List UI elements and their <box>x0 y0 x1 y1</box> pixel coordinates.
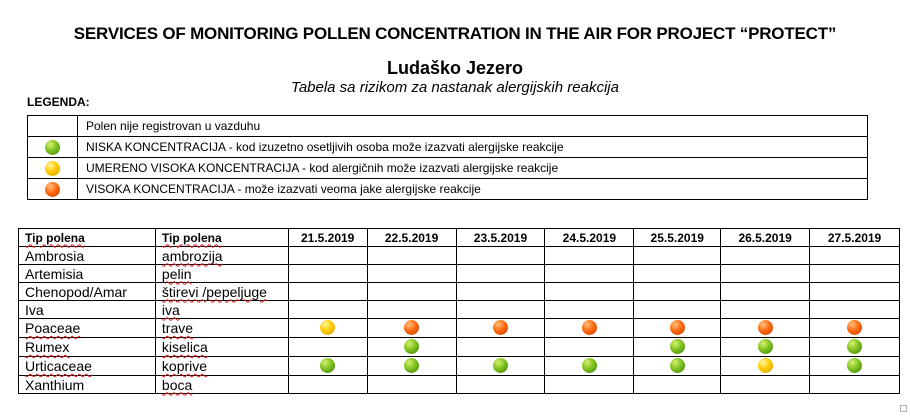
green-dot-icon <box>670 358 685 373</box>
table-row <box>19 357 900 376</box>
green-dot-icon <box>582 358 597 373</box>
concentration-cell <box>456 283 545 301</box>
legend-text: UMERENO VISOKA KONCENTRACIJA - kod alergičnih može izazvati alergijske reakcije <box>78 158 868 179</box>
legend-text: NISKA KONCENTRACIJA - kod izuzetno osetljivih osoba može izazvati alergijske reakcije <box>78 137 868 158</box>
green-dot-icon <box>404 339 419 354</box>
legend-text: Polen nije registrovan u vazduhu <box>78 116 868 137</box>
pollen-table <box>18 228 900 394</box>
pollen-local-name: trave <box>155 319 288 338</box>
pollen-local-name: koprive <box>155 357 288 376</box>
concentration-cell <box>367 319 456 338</box>
concentration-cell <box>634 319 721 338</box>
green-dot-icon <box>847 358 862 373</box>
header-date: 24.5.2019 <box>545 229 634 247</box>
table-row <box>19 265 900 283</box>
header-date: 25.5.2019 <box>634 229 721 247</box>
pollen-latin-name: Ambrosia <box>19 247 156 265</box>
legend-color-cell <box>28 179 78 200</box>
concentration-cell <box>367 265 456 283</box>
concentration-cell <box>367 357 456 376</box>
legend-color-cell <box>28 116 78 137</box>
table-row <box>19 338 900 357</box>
page-subtitle: Tabela sa rizikom za nastanak alergijskih reakcija <box>291 79 619 96</box>
concentration-cell <box>634 247 721 265</box>
concentration-cell <box>367 283 456 301</box>
concentration-cell <box>545 283 634 301</box>
green-dot-icon <box>404 358 419 373</box>
concentration-cell <box>367 338 456 357</box>
green-dot-icon <box>493 358 508 373</box>
pollen-local-name: štirevi /pepeljuge <box>155 283 288 301</box>
concentration-cell <box>721 357 810 376</box>
concentration-cell <box>288 283 367 301</box>
concentration-cell <box>721 338 810 357</box>
orange-dot-icon <box>847 320 862 335</box>
pollen-latin-name: Poaceae <box>19 319 156 338</box>
legend-row <box>28 158 868 179</box>
legend-text: VISOKA KONCENTRACIJA - može izazvati veoma jake alergijske reakcije <box>78 179 868 200</box>
concentration-cell <box>288 376 367 394</box>
pollen-latin-name: Artemisia <box>19 265 156 283</box>
pollen-local-name: pelin <box>155 265 288 283</box>
concentration-cell <box>634 376 721 394</box>
yellow-dot-icon <box>45 161 60 176</box>
concentration-cell <box>545 376 634 394</box>
table-row <box>19 319 900 338</box>
green-dot-icon <box>670 339 685 354</box>
table-row <box>19 376 900 394</box>
orange-dot-icon <box>582 320 597 335</box>
table-row <box>19 247 900 265</box>
legend-title: LEGENDA: <box>27 95 90 109</box>
orange-dot-icon <box>758 320 773 335</box>
concentration-cell <box>545 338 634 357</box>
legend-color-cell <box>28 158 78 179</box>
green-dot-icon <box>45 140 60 155</box>
orange-dot-icon <box>45 182 60 197</box>
table-row <box>19 283 900 301</box>
orange-dot-icon <box>404 320 419 335</box>
green-dot-icon <box>847 339 862 354</box>
header-local-name: Tip polena <box>155 229 288 247</box>
green-dot-icon <box>758 339 773 354</box>
concentration-cell <box>634 283 721 301</box>
concentration-cell <box>545 247 634 265</box>
pollen-local-name: kiselica <box>155 338 288 357</box>
concentration-cell <box>810 301 900 319</box>
yellow-dot-icon <box>758 358 773 373</box>
concentration-cell <box>810 357 900 376</box>
orange-dot-icon <box>493 320 508 335</box>
concentration-cell <box>721 319 810 338</box>
concentration-cell <box>634 357 721 376</box>
legend-color-cell <box>28 137 78 158</box>
concentration-cell <box>288 357 367 376</box>
location-name: Ludaško Jezero <box>386 58 524 78</box>
concentration-cell <box>810 338 900 357</box>
concentration-cell <box>721 301 810 319</box>
header-latin-name: Tip polena <box>19 229 156 247</box>
concentration-cell <box>456 265 545 283</box>
concentration-cell <box>367 301 456 319</box>
legend-row <box>28 116 868 137</box>
green-dot-icon <box>320 358 335 373</box>
page-title: SERVICES OF MONITORING POLLEN CONCENTRATION IN THE AIR FOR PROJECT “PROTECT” <box>73 24 837 43</box>
concentration-cell <box>721 376 810 394</box>
concentration-cell <box>456 301 545 319</box>
header-date: 26.5.2019 <box>721 229 810 247</box>
concentration-cell <box>810 376 900 394</box>
concentration-cell <box>456 357 545 376</box>
concentration-cell <box>456 376 545 394</box>
header-date: 23.5.2019 <box>456 229 545 247</box>
concentration-cell <box>810 265 900 283</box>
pollen-latin-name: Chenopod/Amar <box>19 283 156 301</box>
orange-dot-icon <box>670 320 685 335</box>
concentration-cell <box>545 265 634 283</box>
concentration-cell <box>456 338 545 357</box>
pollen-latin-name: Xanthium <box>19 376 156 394</box>
concentration-cell <box>721 283 810 301</box>
concentration-cell <box>367 376 456 394</box>
pollen-local-name: boca <box>155 376 288 394</box>
header-date: 27.5.2019 <box>810 229 900 247</box>
concentration-cell <box>810 283 900 301</box>
header-date: 21.5.2019 <box>288 229 367 247</box>
concentration-cell <box>456 247 545 265</box>
legend-table <box>27 115 868 200</box>
concentration-cell <box>545 301 634 319</box>
legend-row <box>28 179 868 200</box>
concentration-cell <box>288 338 367 357</box>
concentration-cell <box>634 265 721 283</box>
concentration-cell <box>545 357 634 376</box>
legend-row <box>28 137 868 158</box>
concentration-cell <box>545 319 634 338</box>
header-date: 22.5.2019 <box>367 229 456 247</box>
concentration-cell <box>367 247 456 265</box>
concentration-cell <box>810 319 900 338</box>
table-row <box>19 301 900 319</box>
table-header-row <box>19 229 900 247</box>
pollen-latin-name: Rumex <box>19 338 156 357</box>
pollen-latin-name: Urticaceae <box>19 357 156 376</box>
concentration-cell <box>810 247 900 265</box>
yellow-dot-icon <box>320 320 335 335</box>
pollen-local-name: iva <box>155 301 288 319</box>
concentration-cell <box>634 338 721 357</box>
concentration-cell <box>288 301 367 319</box>
concentration-cell <box>288 319 367 338</box>
concentration-cell <box>634 301 721 319</box>
concentration-cell <box>456 319 545 338</box>
concentration-cell <box>288 247 367 265</box>
resize-handle[interactable] <box>900 405 907 412</box>
concentration-cell <box>288 265 367 283</box>
pollen-latin-name: Iva <box>19 301 156 319</box>
concentration-cell <box>721 265 810 283</box>
concentration-cell <box>721 247 810 265</box>
pollen-local-name: ambrozija <box>155 247 288 265</box>
